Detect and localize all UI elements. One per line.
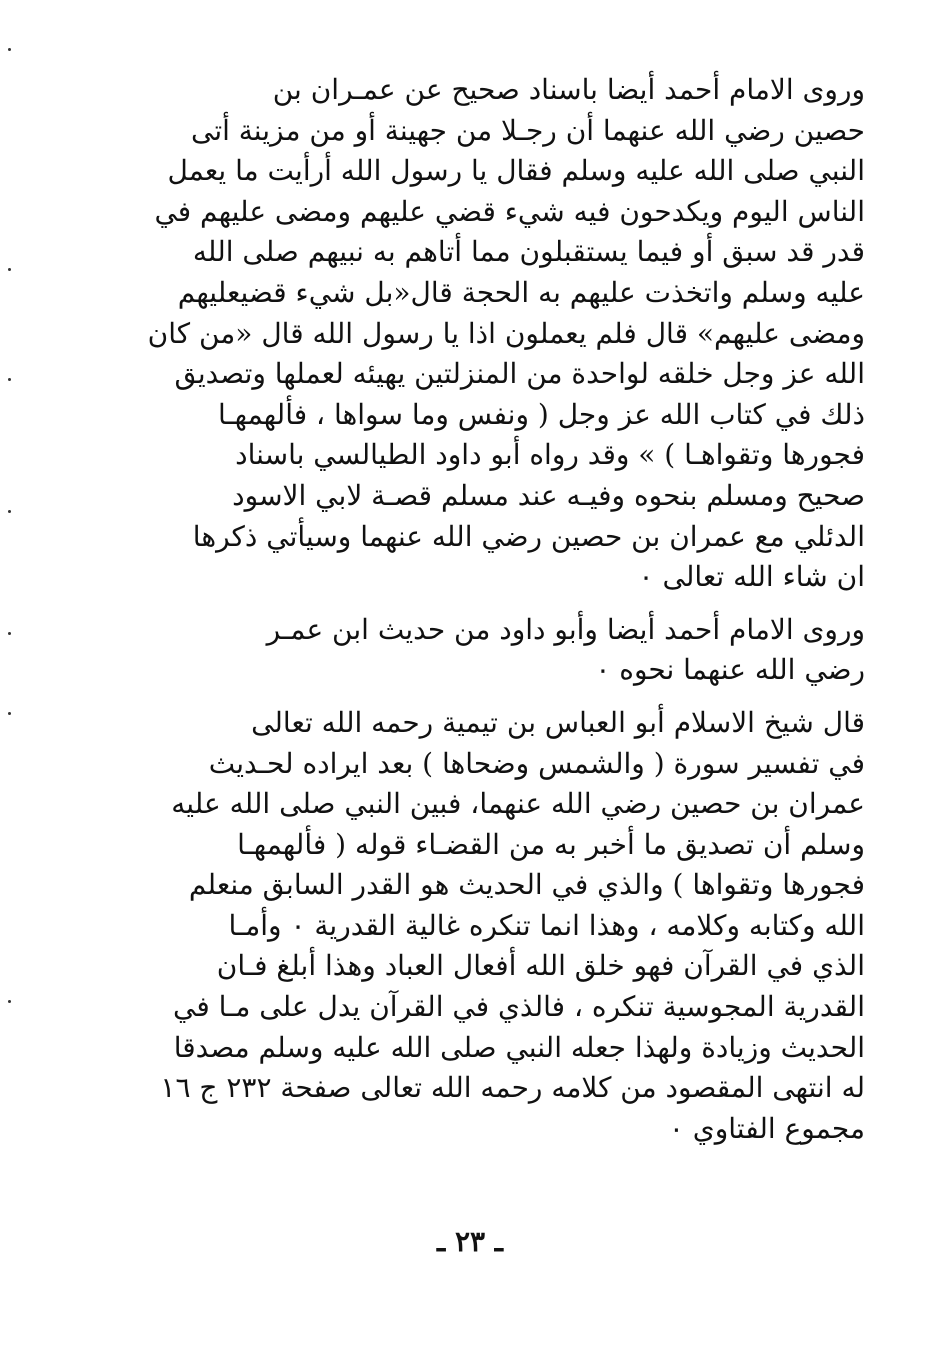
scan-speck — [8, 48, 11, 51]
text-line: حصين رضي الله عنهما أن رجـلا من جهينة أو من مزينة أتى — [190, 113, 865, 147]
text-line: فجورها وتقواها ) والذي في الحديث هو القدر السابق منعلم — [188, 868, 865, 902]
text-line: مجموع الفتاوي ٠ — [668, 1111, 865, 1145]
text-line: عمران بن حصين رضي الله عنهما، فبين النبي صلى الله عليه — [171, 787, 865, 821]
paragraph-1 — [100, 70, 865, 598]
text-line: القدرية المجوسية تنكره ، فالذي في القرآن يدل على مـا في — [173, 990, 865, 1024]
scan-speck — [8, 632, 11, 635]
text-line: الحديث وزيادة ولهذا جعله النبي صلى الله عليه وسلم مصدقا — [173, 1030, 865, 1064]
text-line: ومضى عليهم» قال فلم يعملون اذا يا رسول الله قال «من كان — [147, 316, 865, 350]
text-line: الدئلي مع عمران بن حصين رضي الله عنهما وسيأتي ذكرها — [192, 519, 865, 553]
text-line: وروى الامام أحمد أيضا وأبو داود من حديث ابن عمـر — [266, 612, 865, 646]
text-line: صحيح ومسلم بنحوه وفيـه عند مسلم قصـة لابي الاسود — [232, 478, 865, 512]
scan-speck — [8, 712, 11, 715]
text-line: فجورها وتقواهـا ) » وقد رواه أبو داود الطيالسي باسناد — [235, 438, 865, 472]
text-line: الله عز وجل خلقه لواحدة من المنزلتين يهيئه لعملها وتصديق — [174, 357, 865, 391]
scan-speck — [8, 378, 11, 381]
paragraph-3 — [100, 703, 865, 1150]
text-line: قدر قد سبق أو فيما يستقبلون مما أتاهم به نبيهم صلى الله — [192, 235, 865, 269]
text-line: عليه وسلم واتخذت عليهم به الحجة قال«بل شيء قضيعليهم — [177, 275, 865, 309]
text-line: وسلم أن تصديق ما أخبر به من القضـاء قوله ( فألهمهـا — [237, 827, 865, 861]
page-body — [100, 70, 865, 1220]
text-line: النبي صلى الله عليه وسلم فقال يا رسول الله أرأيت ما يعمل — [167, 154, 865, 188]
paragraph-2 — [100, 610, 865, 691]
text-line: له انتهى المقصود من كلامه رحمه الله تعالى صفحة ٢٣٢ ج ١٦ — [160, 1071, 865, 1105]
text-line: رضي الله عنهما نحوه ٠ — [595, 653, 865, 687]
text-line: ان شاء الله تعالى ٠ — [638, 560, 865, 594]
text-line: الناس اليوم ويكدحون فيه شيء قضي عليهم ومضى عليهم في — [154, 194, 865, 228]
text-line: في تفسير سورة ( والشمس وضحاها ) بعد ايراده لحـديث — [208, 746, 865, 780]
text-line: قال شيخ الاسلام أبو العباس بن تيمية رحمه الله تعالى — [251, 705, 865, 739]
text-line: الله وكتابه وكلامه ، وهذا انما تنكره غالية القدرية ٠ وأمـا — [228, 908, 865, 942]
text-line: الذي في القرآن فهو خلق الله أفعال العباد وهذا أبلغ فـان — [216, 949, 865, 983]
text-line: وروى الامام أحمد أيضا باسناد صحيح عن عمـران بن — [272, 73, 865, 106]
scan-speck — [8, 1000, 11, 1003]
page-number: ـ ٢٣ ـ — [437, 1225, 503, 1258]
scan-speck — [8, 268, 11, 271]
text-line: ذلك في كتاب الله عز وجل ( ونفس وما سواها ، فألهمهـا — [217, 397, 865, 431]
scan-speck — [8, 510, 11, 513]
